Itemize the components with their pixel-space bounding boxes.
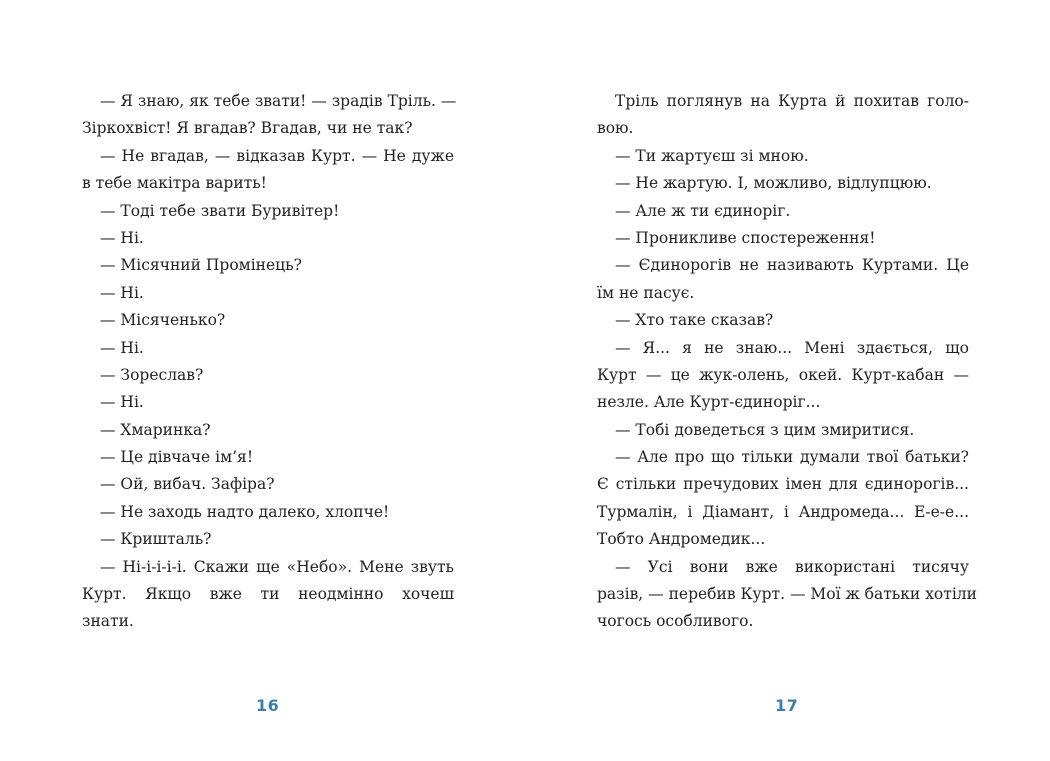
text-line: їм не пасує. <box>597 283 695 302</box>
text-line: — Тоді тебе звати Буривітер! <box>100 201 340 220</box>
text-line: — Але ж ти єдиноріг. <box>615 201 791 220</box>
text-line: — Хмаринка? <box>100 420 211 439</box>
text-line: — Ні-і-і-і-і. Скажи ще «Небо». Мене звуть <box>100 557 454 576</box>
text-line: — Єдинорогів не називають Куртами. Це <box>615 256 969 275</box>
text-line: разів, — перебив Курт. — Мої ж батьки хотіли <box>597 585 977 604</box>
left-page-text <box>82 88 457 636</box>
text-line: — Я... я не знаю... Мені здається, що <box>615 338 969 357</box>
text-line: — Не жартую. І, можливо, відлупцюю. <box>615 174 932 193</box>
text-line: — Хто таке сказав? <box>615 311 774 330</box>
text-line: — Ні. <box>100 338 144 357</box>
text-line: — Ні. <box>100 228 144 247</box>
text-line: Зіркохвіст! Я вгадав? Вгадав, чи не так? <box>82 119 413 138</box>
text-line: — Ой, вибач. Зафіра? <box>100 475 275 494</box>
text-line: — Тобі доведеться з цим змиритися. <box>615 420 915 439</box>
text-line: — Не вгадав, — відказав Курт. — Не дуже <box>100 146 454 165</box>
text-line: — Усі вони вже використані тисячу <box>615 557 969 576</box>
text-line: вою. <box>597 119 634 138</box>
text-line: — Проникливе спостереження! <box>615 228 876 247</box>
text-line: чогось особливого. <box>597 612 754 631</box>
text-line: — Я знаю, як тебе звати! — зрадів Тріль. — <box>100 92 457 110</box>
text-line: — Не заходь надто далеко, хлопче! <box>100 502 390 521</box>
text-line: — Зореслав? <box>100 365 204 384</box>
page-number-right: 17 <box>775 696 799 715</box>
text-line: незле. Але Курт-єдиноріг... <box>597 393 821 412</box>
page-number-left: 16 <box>256 696 280 715</box>
text-line: — Місячний Промінець? <box>100 256 302 275</box>
text-line: знати. <box>82 612 134 631</box>
text-line: Є стільки пречудових імен для єдинорогів... <box>597 475 969 494</box>
text-line: Тобто Андромедик... <box>597 530 766 549</box>
text-line: Тріль поглянув на Курта й похитав голо- <box>615 92 969 110</box>
text-line: в тебе макітра варить! <box>82 174 267 193</box>
text-line: Турмалін, і Діамант, і Андромеда... Е-е-е... <box>597 502 969 521</box>
text-line: — Ти жартуєш зі мною. <box>615 146 809 165</box>
text-line: — Ні. <box>100 283 144 302</box>
text-line: — Ні. <box>100 393 144 412</box>
text-line: Курт. Якщо вже ти неодмінно хочеш <box>82 585 454 604</box>
text-line: — Місяченько? <box>100 311 226 330</box>
right-page-text <box>597 88 977 636</box>
text-line: Курт — це жук-олень, окей. Курт-кабан — <box>597 365 969 384</box>
text-line: — Кришталь? <box>100 530 212 549</box>
text-line: — Це дівчаче ім’я! <box>100 448 254 467</box>
text-line: — Але про що тільки думали твої батьки? <box>615 448 969 467</box>
